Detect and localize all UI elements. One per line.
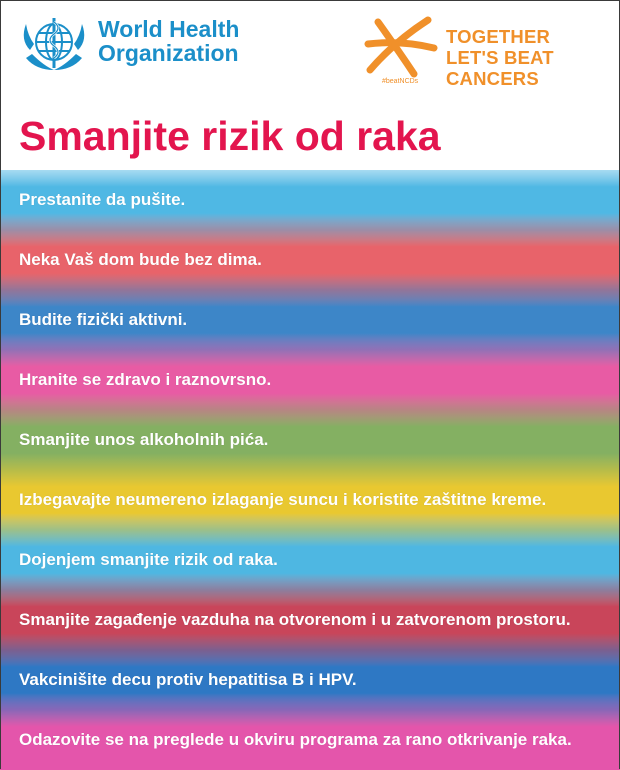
who-name-line1: World Health bbox=[98, 16, 240, 42]
tip-text: Vakcinišite decu protiv hepatitisa B i HPV. bbox=[19, 670, 357, 689]
tip-text: Odazovite se na preglede u okviru programa za rano otkrivanje raka. bbox=[19, 730, 572, 749]
tip-text: Hranite se zdravo i raznovrsno. bbox=[19, 370, 272, 389]
campaign-hashtag: #beatNCDs bbox=[382, 78, 419, 85]
who-name-line2: Organization bbox=[98, 40, 239, 66]
tip-text: Smanjite unos alkoholnih pića. bbox=[19, 430, 269, 449]
tip-text: Neka Vaš dom bude bez dima. bbox=[19, 250, 262, 269]
tip-text: Prestanite da pušite. bbox=[19, 190, 186, 209]
tip-text: Budite fizički aktivni. bbox=[19, 310, 188, 329]
tip-text: Smanjite zagađenje vazduha na otvorenom i u zatvorenom prostoru. bbox=[19, 610, 571, 629]
campaign-line1: TOGETHER bbox=[446, 26, 551, 47]
tip-text: Izbegavajte neumereno izlaganje suncu i koristite zaštitne kreme. bbox=[19, 490, 547, 509]
campaign-line2: LET'S BEAT CANCERS bbox=[446, 47, 554, 89]
page-title: Smanjite rizik od raka bbox=[19, 113, 441, 159]
tip-text: Dojenjem smanjite rizik od raka. bbox=[19, 550, 278, 569]
